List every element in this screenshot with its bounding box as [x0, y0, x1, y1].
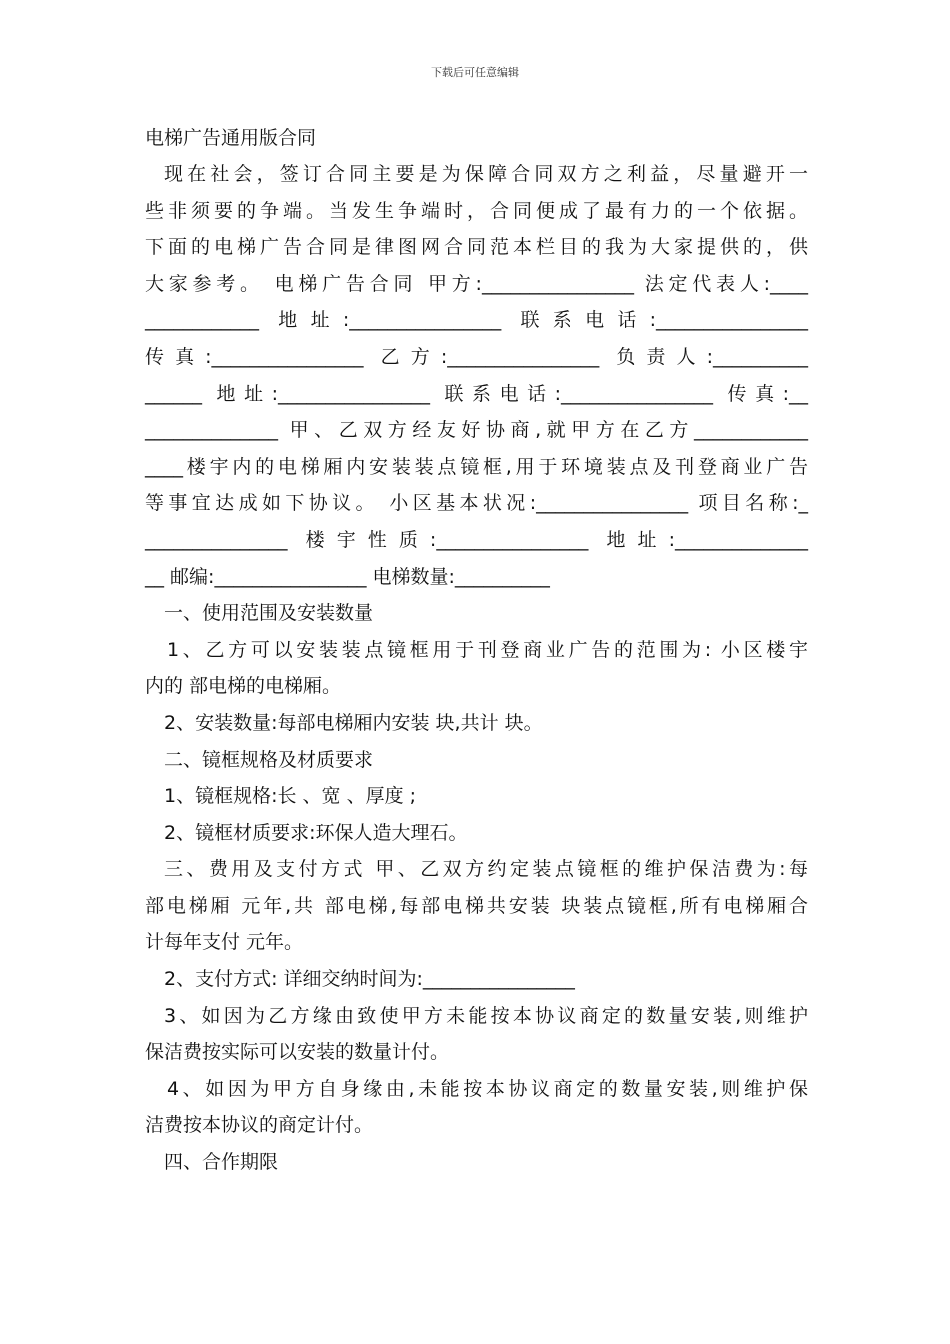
clause-line: 2、安装数量:每部电梯厢内安装 块,共计 块。 — [164, 711, 543, 734]
paragraph-line: _______________ 楼宇性质:________________ 地址:______________ — [145, 528, 808, 551]
paragraph-line: __ 邮编:________________ 电梯数量:__________ — [145, 565, 550, 588]
paragraph-line: 大家参考。 电梯广告合同 甲方:________________ 法定代表人:____ — [145, 272, 808, 295]
clause-line: 1、镜框规格:长 、宽 、厚度 ; — [164, 785, 417, 808]
clause-line: 内的 部电梯的电梯厢。 — [145, 675, 342, 698]
clause-line: 部电梯厢 元年,共 部电梯,每部电梯共安装 块装点镜框,所有电梯厢合 — [145, 894, 808, 917]
section-1 — [145, 595, 808, 741]
clause-line: 保洁费按实际可以安装的数量计付。 — [145, 1041, 450, 1064]
document-body — [145, 120, 808, 1181]
clause-line: 2、支付方式: 详细交纳时间为:________________ — [164, 968, 575, 991]
header-note: 下载后可任意编辑 — [431, 66, 519, 79]
paragraph-line: 传真:________________ 乙方:________________ 负责人:__________ — [145, 345, 808, 368]
paragraph-line: ____________ 地址:________________ 联系电话:________________ — [145, 309, 808, 332]
paragraph-line: 下面的电梯广告合同是律图网合同范本栏目的我为大家提供的，供 — [145, 236, 808, 259]
section-heading: 三、费用及支付方式 甲、乙双方约定装点镜框的维护保洁费为:每 — [164, 858, 808, 881]
paragraph-line: ______ 地址:________________ 联系电话:________________ 传真:__ — [145, 382, 808, 405]
clause-line: 计每年支付 元年。 — [145, 931, 304, 954]
paragraph-line: ______________ 甲、乙双方经友好协商,就甲方在乙方____________ — [145, 419, 808, 442]
paragraph-line: ____楼宇内的电梯厢内安装装点镜框,用于环境装点及刊登商业广告 — [145, 455, 808, 478]
clause-line: 4、如因为甲方自身缘由,未能按本协议商定的数量安装,则维护保 — [167, 1077, 808, 1100]
clause-line: 2、镜框材质要求:环保人造大理石。 — [164, 821, 468, 844]
section-heading: 一、使用范围及安装数量 — [164, 602, 374, 625]
clause-line: 3、如因为乙方缘由致使甲方未能按本协议商定的数量安装,则维护 — [164, 1004, 808, 1027]
paragraph-line: 现在社会，签订合同主要是为保障合同双方之利益，尽量避开一 — [164, 163, 808, 185]
section-heading: 四、合作期限 — [164, 1151, 279, 1174]
clause-line: 洁费按本协议的商定计付。 — [145, 1114, 374, 1137]
section-heading: 二、镜框规格及材质要求 — [164, 748, 374, 771]
intro-paragraph — [145, 156, 808, 595]
paragraph-line: 等事宜达成如下协议。 小区基本状况:________________ 项目名称:_ — [145, 492, 808, 515]
clause-line: 1、乙方可以安装装点镜框用于刊登商业广告的范围为: 小区楼宇 — [167, 638, 808, 661]
paragraph-line: 些非须要的争端。当发生争端时，合同便成了最有力的一个依据。 — [145, 199, 808, 222]
section-2 — [145, 742, 808, 852]
section-3 — [145, 851, 808, 1144]
document-title: 电梯广告通用版合同 — [145, 127, 317, 149]
section-4 — [145, 1144, 808, 1181]
